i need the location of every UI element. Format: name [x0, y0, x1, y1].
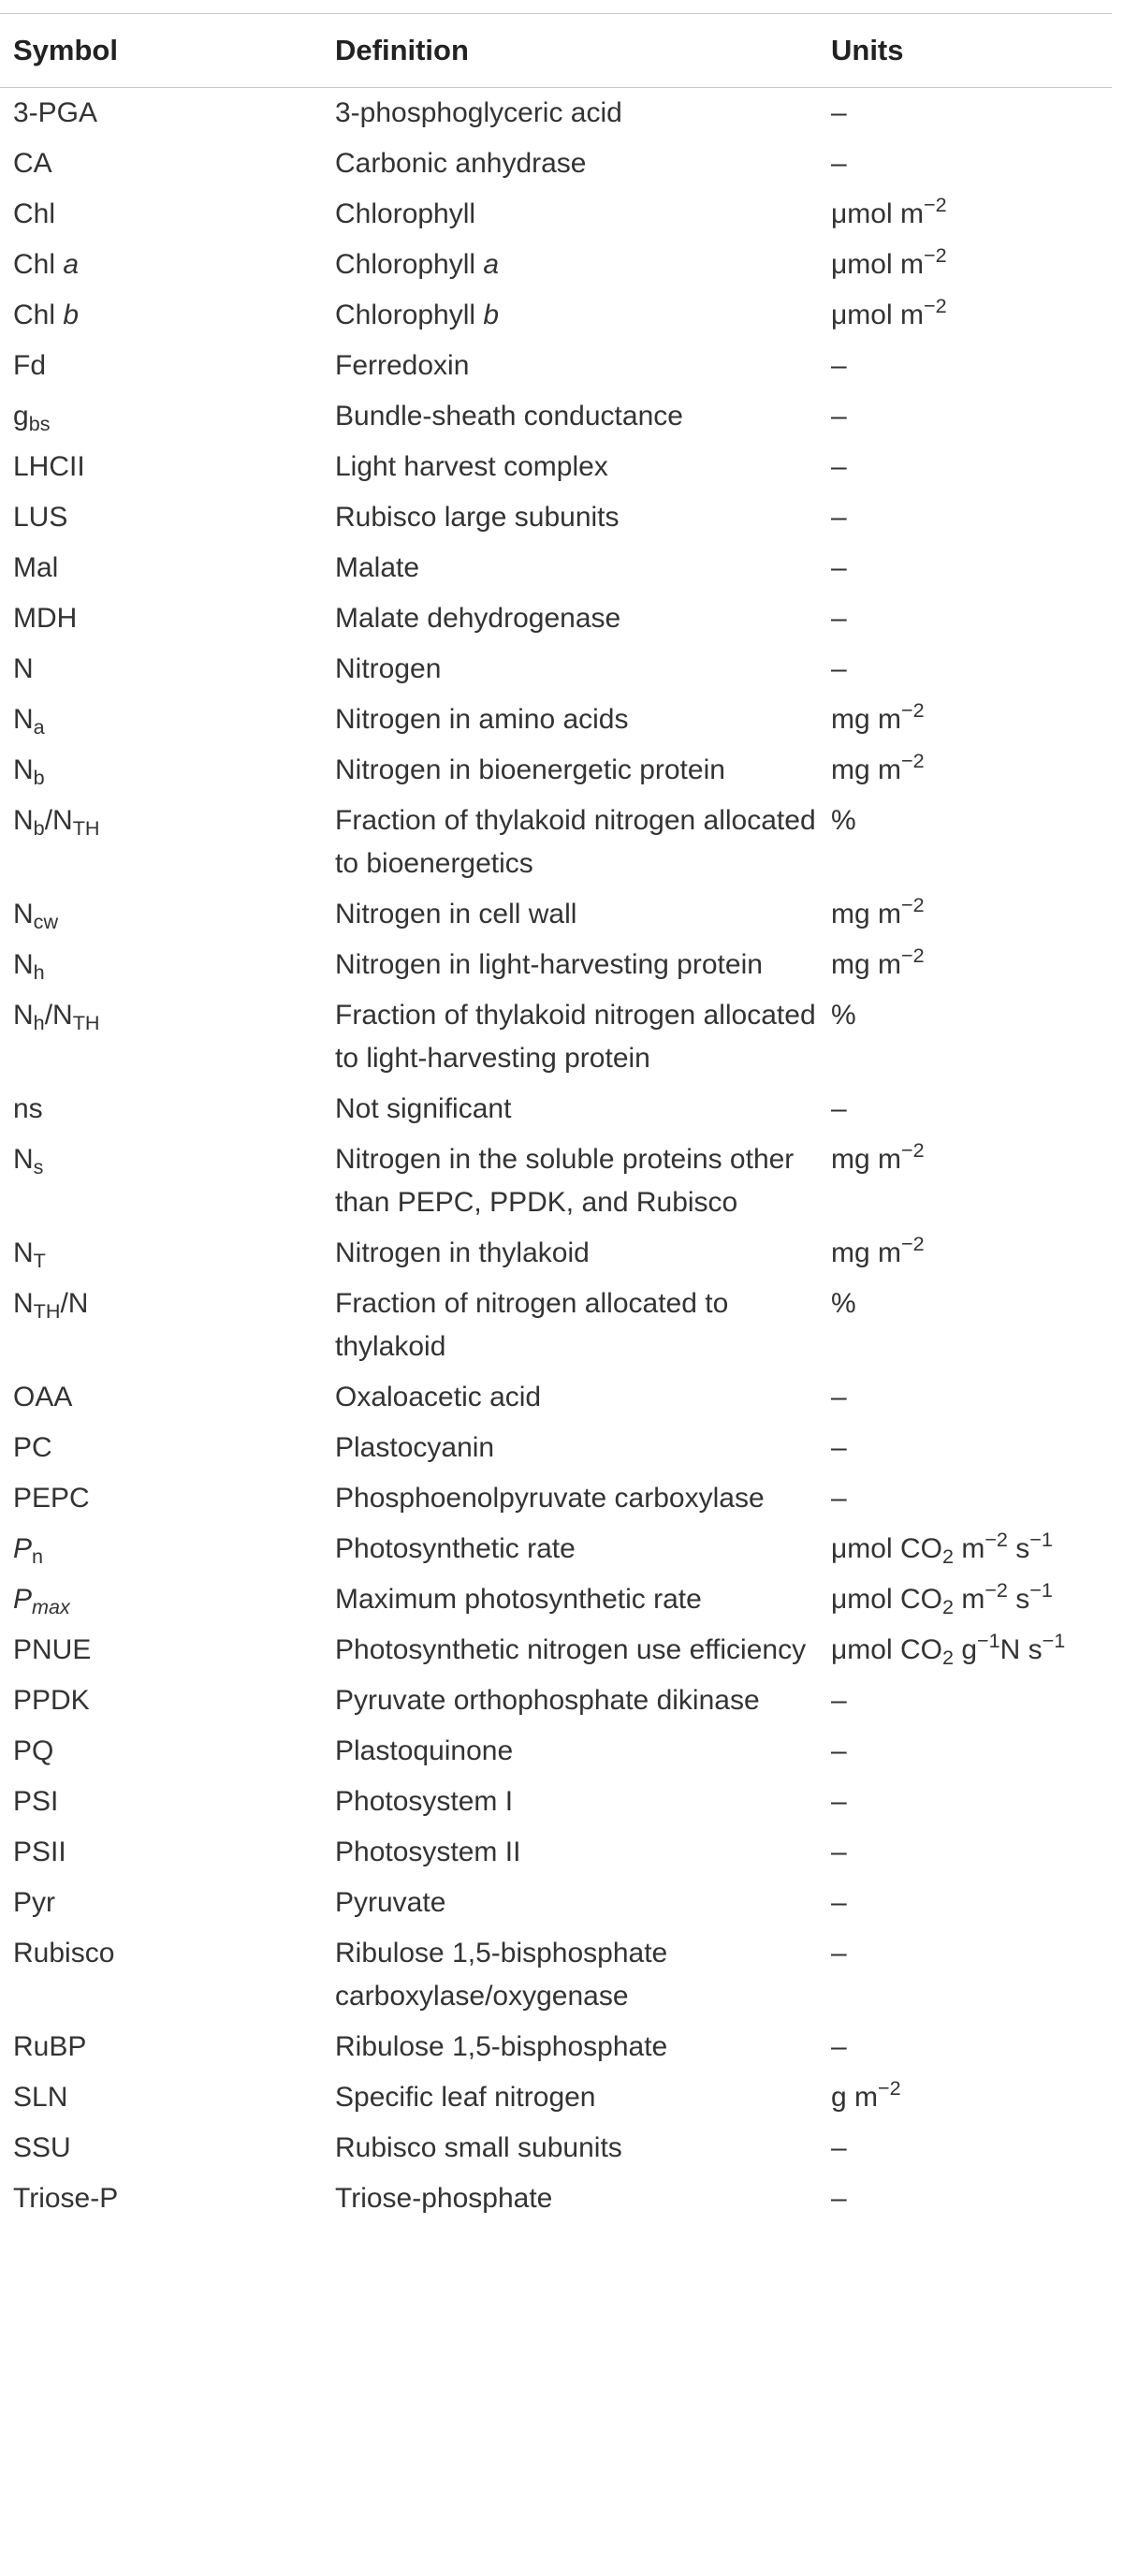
header-definition: Definition: [335, 34, 469, 66]
table-row: [0, 695, 1112, 745]
cell-definition: Nitrogen in amino acids: [335, 704, 629, 735]
table-row: [0, 1372, 1112, 1423]
cell-definition: Specific leaf nitrogen: [335, 2082, 596, 2113]
cell-symbol: PSII: [13, 1837, 66, 1867]
cell-units: –: [831, 1093, 847, 1124]
cell-symbol: RuBP: [13, 2031, 87, 2062]
header-symbol: Symbol: [13, 34, 118, 66]
table-row: [0, 240, 1112, 290]
cell-units: –: [831, 350, 847, 381]
header-units: Units: [831, 34, 904, 66]
table-row: [0, 442, 1112, 492]
cell-units: –: [831, 148, 847, 179]
cell-units: μmol $CO_2$ $m^{-2}$ $s^{-1}$: [831, 1528, 1053, 1569]
cell-units: %: [831, 805, 856, 836]
cell-definition: Nitrogen in the soluble proteins other than PEPC, PPDK, and Rubisco: [335, 1144, 795, 1218]
cell-units: –: [831, 1887, 847, 1918]
cell-definition: Nitrogen in cell wall: [335, 899, 577, 929]
table-row: [0, 990, 1112, 1084]
cell-definition: Photosystem II: [335, 1837, 521, 1867]
cell-units: mg $m^{-2}$: [831, 698, 925, 735]
cell-definition: Phosphoenolpyruvate carboxylase: [335, 1483, 765, 1514]
cell-definition: Fraction of thylakoid nitrogen allocated to bioenergetics: [335, 805, 816, 879]
cell-definition: Chlorophyll a: [335, 249, 500, 280]
cell-units: mg $m^{-2}$: [831, 749, 925, 785]
cell-units: mg $m^{-2}$: [831, 1138, 925, 1175]
table-row: [0, 290, 1112, 341]
table-row: [0, 1878, 1112, 1928]
cell-units: –: [831, 97, 847, 128]
cell-units: –: [831, 1483, 847, 1514]
cell-definition: Pyruvate orthophosphate dikinase: [335, 1685, 760, 1716]
table-row: [0, 2072, 1112, 2123]
cell-symbol: OAA: [13, 1382, 73, 1412]
table-row: [0, 1574, 1112, 1625]
cell-units: %: [831, 1000, 856, 1031]
abbreviations-table: [0, 13, 1112, 2224]
cell-definition: Nitrogen: [335, 653, 442, 684]
cell-symbol: $N_a$: [13, 704, 45, 739]
cell-definition: Chlorophyll: [335, 198, 476, 229]
cell-units: –: [831, 1432, 847, 1463]
cell-symbol: $N_h$: [13, 949, 45, 985]
cell-definition: Not significant: [335, 1093, 512, 1124]
cell-units: mg $m^{-2}$: [831, 1232, 925, 1268]
cell-units: –: [831, 502, 847, 533]
cell-units: –: [831, 1382, 847, 1412]
cell-symbol: $N_{cw}$: [13, 899, 59, 934]
table-row: [0, 1134, 1112, 1228]
cell-symbol: LHCII: [13, 451, 85, 482]
cell-units: –: [831, 552, 847, 583]
cell-symbol: PNUE: [13, 1634, 92, 1665]
cell-symbol: MDH: [13, 603, 78, 634]
cell-units: –: [831, 1685, 847, 1716]
cell-units: μmol $m^{-2}$: [831, 243, 947, 280]
cell-definition: Plastoquinone: [335, 1735, 514, 1766]
cell-symbol: 3-PGA: [13, 97, 98, 128]
cell-symbol: $P_n$: [13, 1533, 44, 1569]
table-header: [0, 14, 1112, 88]
cell-definition: Rubisco large subunits: [335, 502, 620, 533]
cell-units: mg $m^{-2}$: [831, 944, 925, 980]
cell-symbol: Triose-P: [13, 2183, 119, 2214]
cell-symbol: Fd: [13, 350, 47, 381]
table-row: [0, 1279, 1112, 1372]
cell-units: –: [831, 1837, 847, 1867]
table-row: [0, 1228, 1112, 1279]
cell-definition: Nitrogen in thylakoid: [335, 1237, 590, 1268]
cell-symbol: $N_b/N_{TH}$: [13, 805, 100, 841]
cell-symbol: $N_b$: [13, 754, 45, 790]
cell-definition: Pyruvate: [335, 1887, 446, 1918]
table-row: [0, 88, 1112, 139]
cell-definition: Ferredoxin: [335, 350, 470, 381]
cell-definition: Photosynthetic nitrogen use efficiency: [335, 1634, 807, 1665]
cell-definition: Fraction of nitrogen allocated to thylakoid: [335, 1288, 729, 1362]
table-row: [0, 1827, 1112, 1878]
cell-symbol: $N_T$: [13, 1237, 46, 1273]
header-row: [0, 14, 1112, 88]
cell-symbol: Mal: [13, 552, 59, 583]
cell-definition: Malate dehydrogenase: [335, 603, 621, 634]
cell-units: μmol $m^{-2}$: [831, 294, 947, 330]
cell-units: μmol $CO_2$ $m^{-2}$ $s^{-1}$: [831, 1578, 1053, 1619]
cell-symbol: LUS: [13, 502, 68, 533]
table-row: [0, 139, 1112, 189]
cell-definition: Ribulose 1,5-bisphosphate: [335, 2031, 668, 2062]
cell-definition: Oxaloacetic acid: [335, 1382, 542, 1412]
cell-definition: Ribulose 1,5-bisphosphate carboxylase/oxygenase: [335, 1938, 668, 2012]
cell-definition: Photosynthetic rate: [335, 1533, 576, 1564]
cell-symbol: PSI: [13, 1786, 59, 1817]
cell-symbol: Rubisco: [13, 1938, 115, 1969]
table-row: [0, 593, 1112, 644]
cell-definition: 3-phosphoglyceric acid: [335, 97, 622, 128]
table-row: [0, 1423, 1112, 1473]
table-row: [0, 492, 1112, 543]
table-row: [0, 341, 1112, 391]
table-row: [0, 2022, 1112, 2072]
table-row: [0, 1676, 1112, 1726]
cell-units: g $m^{-2}$: [831, 2076, 901, 2113]
cell-symbol: $N_{TH}/N$: [13, 1288, 89, 1324]
cell-definition: Carbonic anhydrase: [335, 148, 587, 179]
cell-definition: Photosystem I: [335, 1786, 514, 1817]
table-row: [0, 1625, 1112, 1676]
cell-units: μmol $m^{-2}$: [831, 193, 947, 229]
table-row: [0, 796, 1112, 889]
cell-units: –: [831, 401, 847, 432]
cell-symbol: $P_{max}$: [13, 1584, 70, 1619]
cell-symbol: $N_s$: [13, 1144, 44, 1179]
cell-symbol: CA: [13, 148, 52, 179]
cell-definition: Triose-phosphate: [335, 2183, 553, 2214]
table-row: [0, 1084, 1112, 1134]
cell-symbol: PC: [13, 1432, 52, 1463]
cell-units: –: [831, 1735, 847, 1766]
cell-symbol: PEPC: [13, 1483, 90, 1514]
cell-units: –: [831, 603, 847, 634]
table-row: [0, 940, 1112, 990]
table-row: [0, 543, 1112, 593]
table-row: [0, 2123, 1112, 2174]
cell-symbol: Chl a: [13, 249, 80, 280]
table-row: [0, 1777, 1112, 1827]
cell-definition: Rubisco small subunits: [335, 2132, 622, 2163]
table-row: [0, 644, 1112, 695]
cell-definition: Malate: [335, 552, 420, 583]
cell-symbol: SLN: [13, 2082, 68, 2113]
cell-definition: Chlorophyll b: [335, 300, 500, 330]
table-row: [0, 1524, 1112, 1574]
cell-units: –: [831, 2183, 847, 2214]
table-row: [0, 391, 1112, 442]
cell-symbol: Chl: [13, 198, 56, 229]
cell-definition: Nitrogen in bioenergetic protein: [335, 754, 725, 785]
table-row: [0, 2174, 1112, 2224]
table-body: [0, 88, 1112, 2225]
cell-symbol: $g_{bs}$: [13, 401, 51, 436]
cell-symbol: ns: [13, 1093, 43, 1124]
cell-units: –: [831, 653, 847, 684]
cell-units: mg $m^{-2}$: [831, 893, 925, 929]
cell-symbol: PPDK: [13, 1685, 90, 1716]
cell-units: –: [831, 1786, 847, 1817]
cell-symbol: PQ: [13, 1735, 54, 1766]
table-row: [0, 745, 1112, 796]
cell-definition: Bundle-sheath conductance: [335, 401, 683, 432]
cell-units: –: [831, 2132, 847, 2163]
cell-symbol: Chl b: [13, 300, 80, 330]
cell-definition: Light harvest complex: [335, 451, 608, 482]
cell-definition: Maximum photosynthetic rate: [335, 1584, 702, 1615]
cell-definition: Nitrogen in light-harvesting protein: [335, 949, 763, 980]
cell-symbol: SSU: [13, 2132, 71, 2163]
cell-symbol: N: [13, 653, 34, 684]
table-row: [0, 1726, 1112, 1777]
cell-units: –: [831, 2031, 847, 2062]
cell-definition: Plastocyanin: [335, 1432, 495, 1463]
cell-symbol: Pyr: [13, 1887, 55, 1918]
table-row: [0, 1473, 1112, 1524]
table-row: [0, 889, 1112, 940]
cell-units: μmol $CO_2$ $g^{-1}N$ $s^{-1}$: [831, 1629, 1066, 1670]
cell-definition: Fraction of thylakoid nitrogen allocated to light-harvesting protein: [335, 1000, 816, 1074]
cell-symbol: $N_h/N_{TH}$: [13, 1000, 100, 1035]
table-row: [0, 189, 1112, 240]
table-row: [0, 1928, 1112, 2022]
cell-units: –: [831, 451, 847, 482]
cell-units: –: [831, 1938, 847, 1969]
cell-units: %: [831, 1288, 856, 1319]
